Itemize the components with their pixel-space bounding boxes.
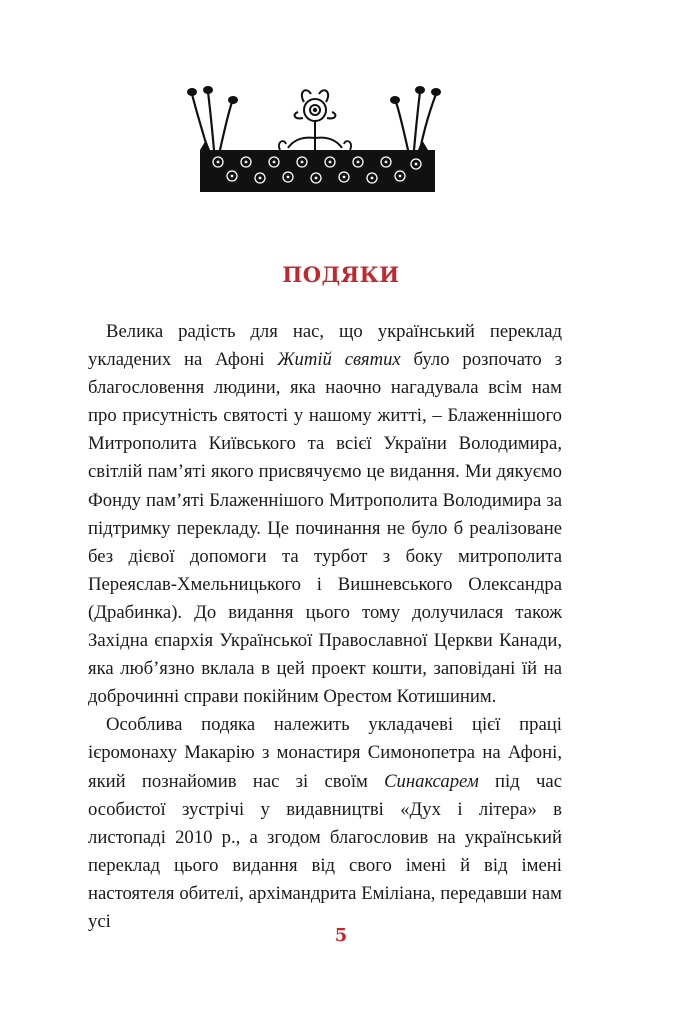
paragraph (88, 318, 562, 711)
paragraph (88, 711, 562, 936)
italic-text-run: Синаксарем (384, 770, 479, 792)
text-run: під час особистої зустрічі у видавництві «Дух і літера» в листопаді 2010 р., а згодом благословив на український переклад цього видання від свого імені й від імені настоятеля обителі, архімандрита Еміліана, передавши нам усі (88, 770, 562, 932)
page-title: ПОДЯКИ (282, 262, 400, 287)
decorative-crown-ornament-icon (180, 80, 450, 200)
page-number: 5 (334, 925, 348, 946)
italic-text-run: Житій святих (277, 349, 401, 371)
text-run: Велика радість для нас, що український переклад укладених на Афоні (88, 321, 562, 371)
text-run: Особлива подяка належить укладачеві цієї праці ієромонаху Макарію з монастиря Симонопетра на Афоні, який познайомив нас зі своїм (88, 714, 562, 792)
body-text (88, 318, 562, 936)
text-run: було розпочато з благословення людини, яка наочно нагадувала всім нам про присутність святості у нашому житті, – Блаженнішого Митрополита Київського та всієї України Володимира, світлій пам’яті якого присвячуємо це видання. Ми дякуємо Фонду пам’яті Блаженнішого Митрополита Володимира за підтримку перекладу. Це починання не було б реалізоване без дієвої допомоги та турбот з боку митрополита Переяслав-Хмельницького і Вишневського Олександра (Драбинка). До видання цього тому долучилася також Західна єпархія Української Православної Церкви Канади, яка люб’язно вклала в цей проект кошти, заповідані їй на доброчинні справи покійним Орестом Котишиним. (88, 349, 562, 708)
